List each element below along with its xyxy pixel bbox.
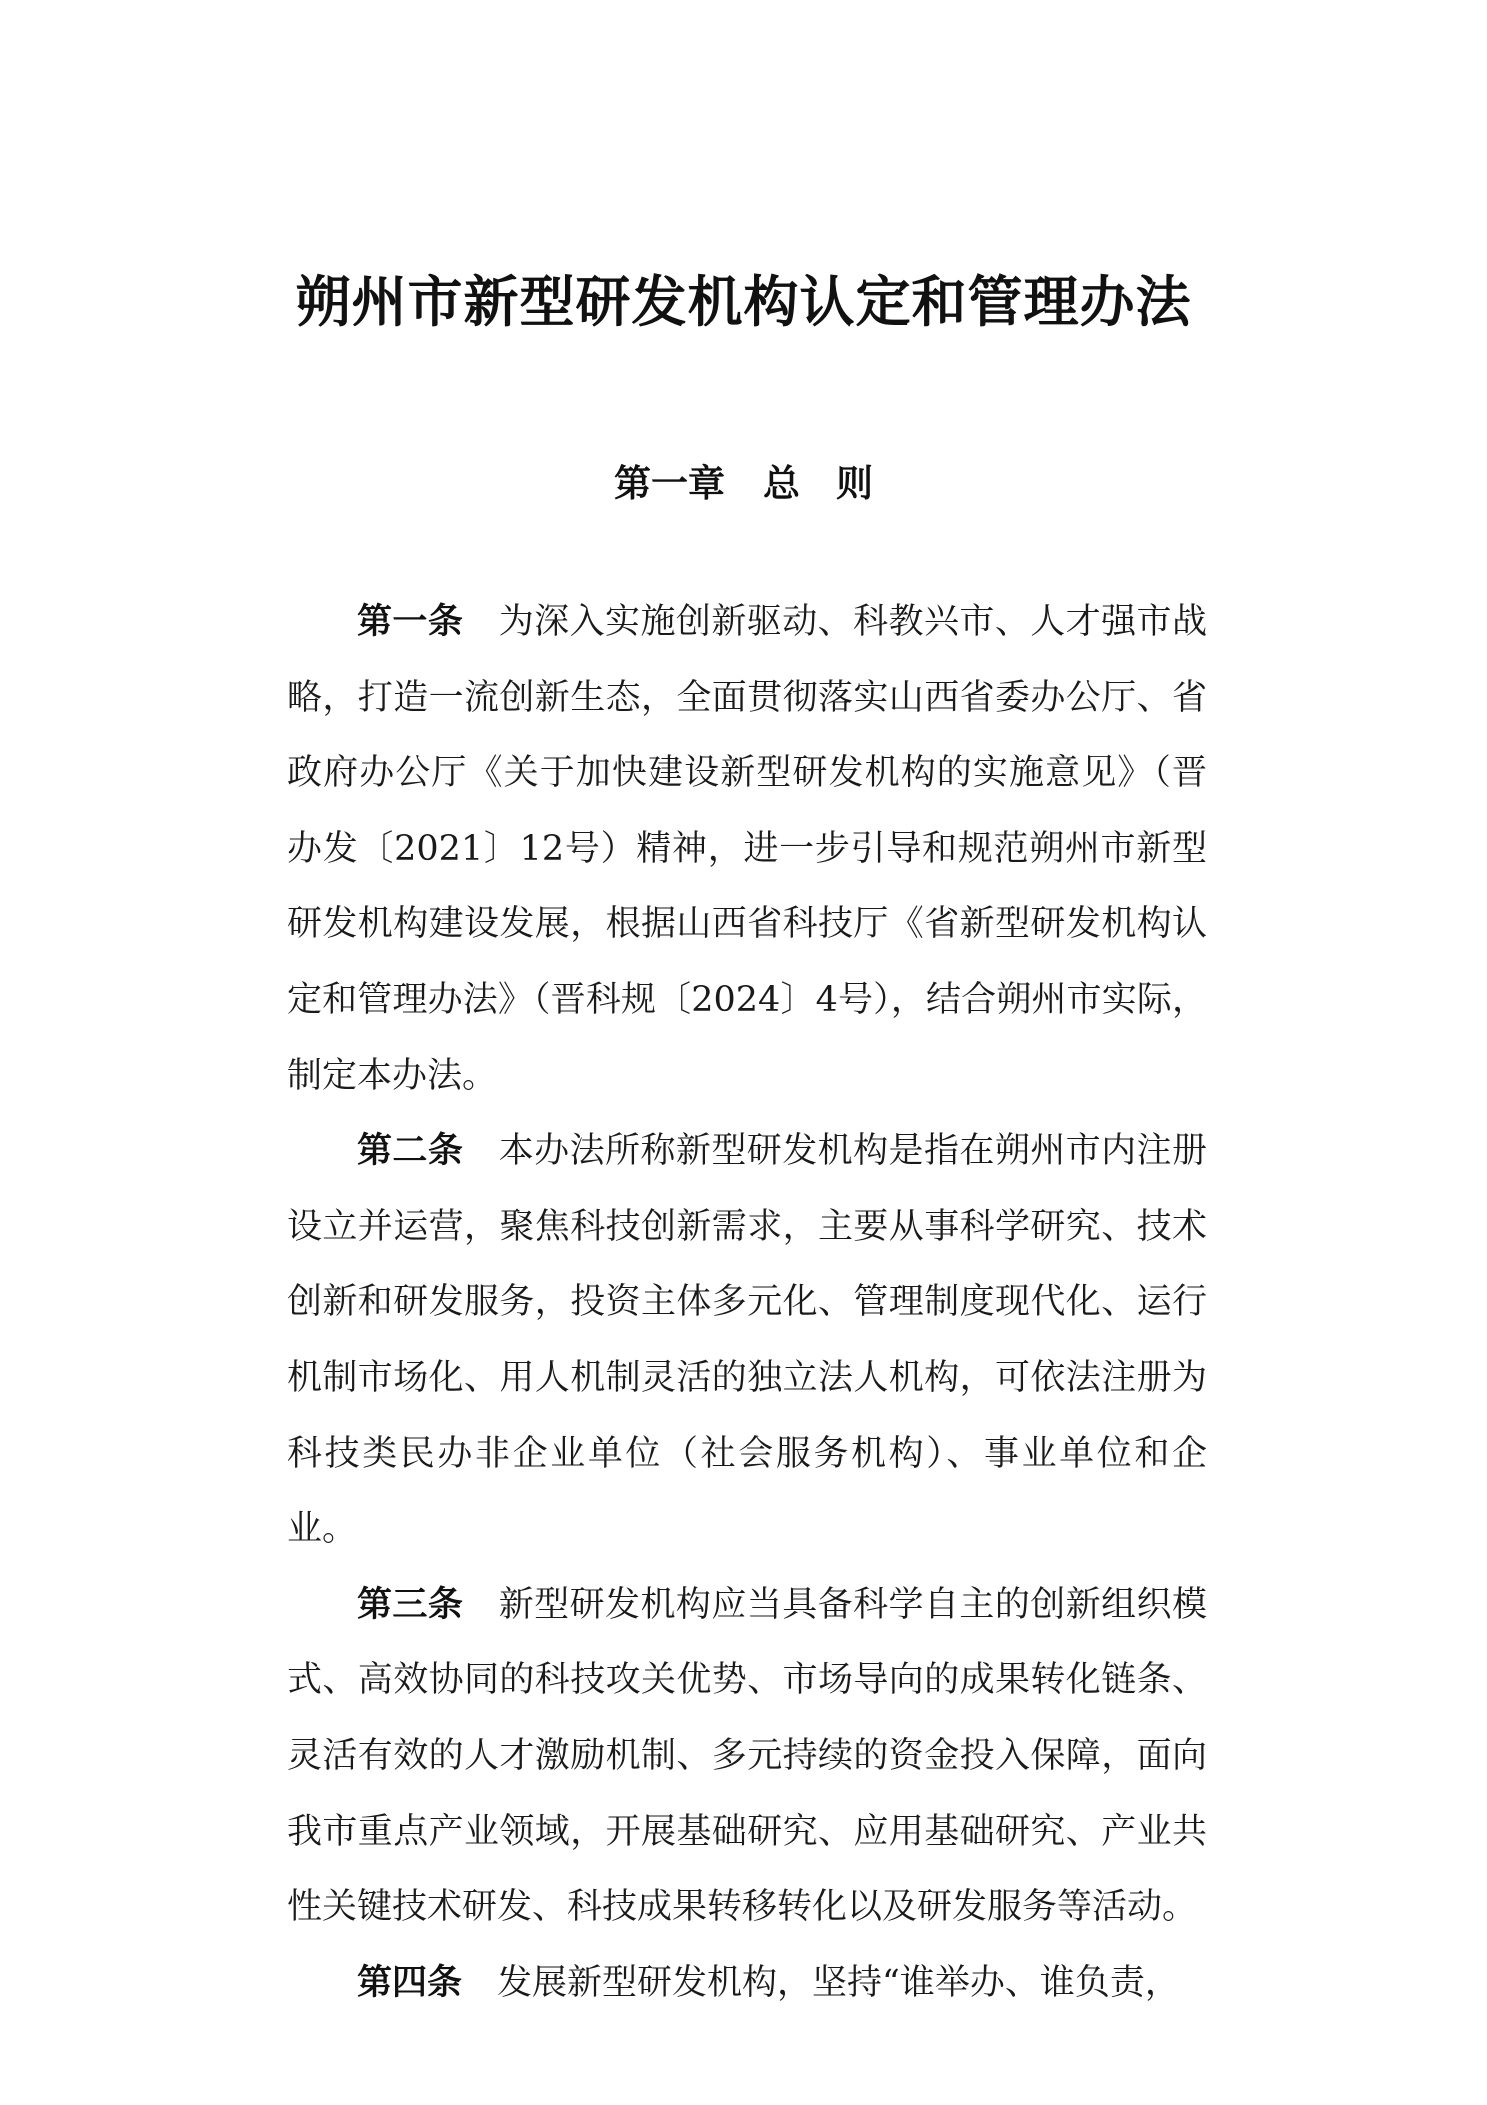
document-body: [287, 585, 1207, 2021]
article-label: 第三条: [357, 1584, 464, 1625]
article-text: 新型研发机构应当具备科学自主的创新组织模式、高效协同的科技攻关优势、市场导向的成果转化链条、灵活有效的人才激励机制、多元持续的资金投入保障，面向我市重点产业领域，开展基础研究、应用基础研究、产业共性关键技术研发、科技成果转移转化以及研发服务等活动。: [287, 1584, 1207, 1928]
article-paragraph: [287, 585, 1207, 1114]
article-label: 第四条: [357, 1962, 463, 2003]
chapter-number: 第一章: [614, 462, 725, 505]
article-paragraph: [287, 1946, 1207, 2022]
article-label: 第一条: [357, 602, 464, 642]
article-text: 本办法所称新型研发机构是指在朔州市内注册设立并运营，聚焦科技创新需求，主要从事科学研究、技术创新和研发服务，投资主体多元化、管理制度现代化、运行机制市场化、用人机制灵活的独立法人机构，可依法注册为科技类民办非企业单位（社会服务机构）、事业单位和企业。: [287, 1131, 1207, 1550]
article-paragraph: [287, 1114, 1207, 1568]
article-paragraph: [287, 1568, 1207, 1946]
chapter-heading: [0, 453, 1487, 507]
article-text: 为深入实施创新驱动、科教兴市、人才强市战略，打造一流创新生态，全面贯彻落实山西省委办公厅、省政府办公厅《关于加快建设新型研发机构的实施意见》（晋办发〔2021〕12号）精神，进一步引导和规范朔州市新型研发机构建设发展，根据山西省科技厅《省新型研发机构认定和管理办法》（晋科规〔2024〕4号），结合朔州市实际，制定本办法。: [287, 602, 1207, 1096]
chapter-name-part2: 则: [836, 462, 873, 505]
chapter-name-part1: 总: [763, 462, 800, 505]
article-label: 第二条: [357, 1131, 464, 1172]
document-title: 朔州市新型研发机构认定和管理办法: [295, 269, 1192, 334]
article-text: 发展新型研发机构，坚持“谁举办、谁负责，: [497, 1962, 1180, 2003]
